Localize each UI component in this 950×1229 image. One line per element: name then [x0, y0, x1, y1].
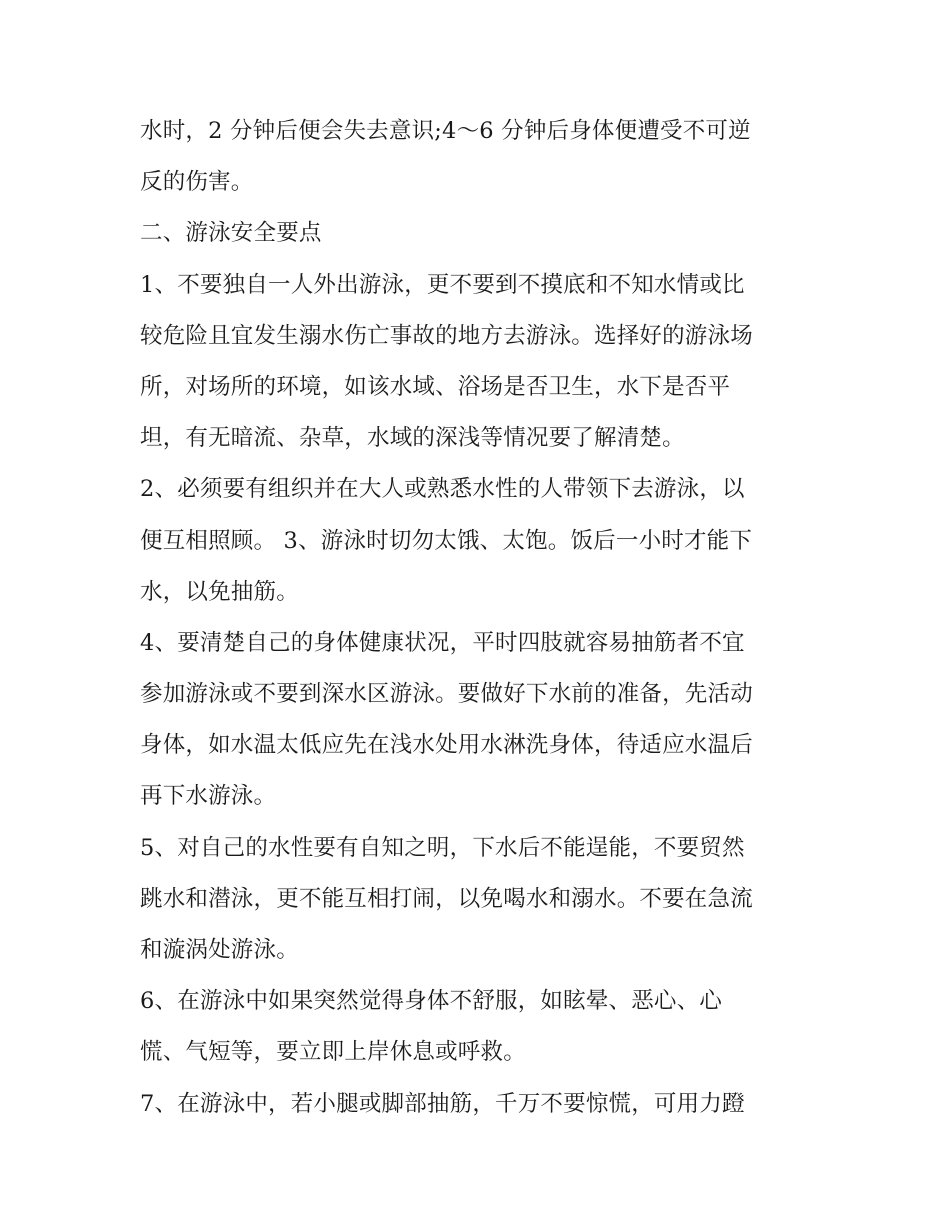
- text-line: 身体，如水温太低应先在浅水处用水淋洗身体，待适应水温后: [140, 732, 753, 759]
- text-line: 5、对自己的水性要有自知之明，下水后不能逞能，不要贸然: [140, 834, 745, 861]
- text-line: 1、不要独自一人外出游泳，更不要到不摸底和不知水情或比: [140, 271, 745, 298]
- text-line: 水，以免抽筋。: [140, 578, 299, 605]
- text-line: 参加游泳或不要到深水区游泳。要做好下水前的准备，先活动: [140, 681, 753, 708]
- text-line: 坦，有无暗流、杂草，水域的深浅等情况要了解清楚。: [140, 425, 685, 452]
- text-line: 7、在游泳中，若小腿或脚部抽筋，千万不要惊慌，可用力蹬: [140, 1090, 745, 1117]
- text-line: 4、要清楚自己的身体健康状况，平时四肢就容易抽筋者不宜: [140, 629, 745, 656]
- text-line: 所，对场所的环境，如该水域、浴场是否卫生，水下是否平: [140, 373, 731, 400]
- document-body: [140, 106, 820, 1130]
- text-line: 反的伤害。: [140, 169, 254, 196]
- text-line: 2、必须要有组织并在大人或熟悉水性的人带领下去游泳，以: [140, 476, 745, 503]
- section-heading: 二、游泳安全要点: [140, 220, 322, 247]
- text-line: 便互相照顾。 3、游泳时切勿太饿、太饱。饭后一小时才能下: [140, 527, 753, 554]
- text-line: 和漩涡处游泳。: [140, 937, 299, 963]
- text-line: 慌、气短等，要立即上岸休息或呼救。: [140, 1039, 526, 1066]
- text-line: 6、在游泳中如果突然觉得身体不舒服，如眩晕、恶心、心: [140, 988, 723, 1015]
- text-line: 较危险且宜发生溺水伤亡事故的地方去游泳。选择好的游泳场: [140, 322, 753, 349]
- text-line: 再下水游泳。: [140, 783, 277, 810]
- text-line: 跳水和潜泳，更不能互相打闹，以免喝水和溺水。不要在急流: [140, 885, 753, 912]
- text-line: 水时，2 分钟后便会失去意识;4～6 分钟后身体便遭受不可逆: [140, 118, 751, 144]
